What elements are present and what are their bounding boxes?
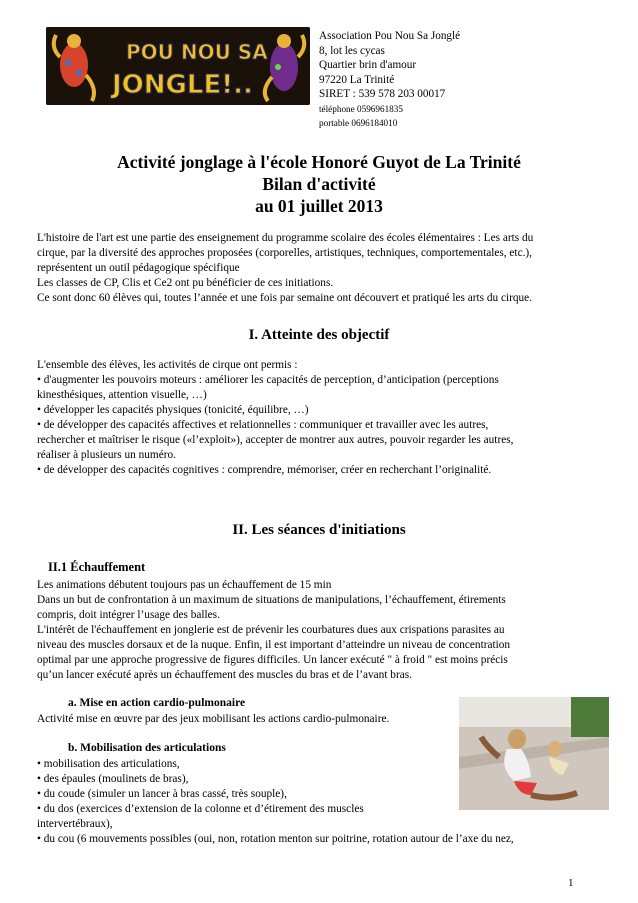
document-title: [0, 151, 638, 217]
section-1-line: • d'augmenter les pouvoirs moteurs : améliorer les capacités de perception, d’anticipation (perceptions: [37, 374, 499, 386]
section-1-line: réaliser à plusieurs un numéro.: [37, 449, 176, 461]
address-line-1: 8, lot les cycas: [319, 44, 385, 57]
list-item: intervertébraux),: [37, 818, 113, 830]
section-1-line: • développer les capacités physiques (tonicité, équilibre, …): [37, 404, 309, 416]
photo-graphic: [459, 697, 609, 810]
warmup-body: [37, 578, 605, 683]
section-1-line: L'ensemble des élèves, les activités de cirque ont permis :: [37, 359, 298, 371]
address-line-2: Quartier brin d'amour: [319, 59, 417, 71]
logo-graphic: [46, 27, 310, 105]
phone: téléphone 0596961835: [319, 103, 403, 114]
intro-line: représentent un outil pédagogique spécifique: [37, 262, 240, 274]
list-item: • du dos (exercices d’extension de la colonne et d’étirement des muscles: [37, 803, 364, 815]
intro-line: cirque, par la diversité des approches proposées (corporelles, artistiques, techniques, comportementales, etc.),: [37, 247, 532, 259]
intro-line: Les classes de CP, Clis et Ce2 ont pu bénéficier de ces initiations.: [37, 277, 334, 289]
section-1-heading: I. Atteinte des objectif: [248, 327, 390, 343]
list-item: • mobilisation des articulations,: [37, 758, 180, 770]
logo-text-line2: JONGLE!..: [112, 70, 253, 100]
section-2-heading: II. Les séances d'initiations: [232, 522, 406, 538]
warmup-line: niveau des muscles dorsaux et de la nuque. Enfin, il est important d’atteindre un niveau de concentration: [37, 639, 511, 651]
list-item: • du cou (6 mouvements possibles (oui, non, rotation menton sur poitrine, rotation autour de l’axe du nez,: [37, 833, 514, 845]
section-1-line: kinesthésiques, attention visuelle, …): [37, 389, 207, 401]
warmup-line: qu’un lancer exécuté après un échauffement des muscles du bras et de l’avant bras.: [37, 669, 412, 681]
subsection-warmup-heading: II.1 Échauffement: [48, 560, 146, 574]
association-logo: [46, 27, 310, 105]
section-1-body: [37, 358, 605, 478]
intro-paragraph: [37, 231, 605, 306]
title-line-2: Bilan d'activité: [262, 174, 376, 194]
warmup-line: optimal par une approche progressive de figures difficiles. Un lancer exécuté " à froid " est moins précis: [37, 654, 508, 666]
contact-block: [319, 29, 579, 130]
siret: SIRET : 539 578 203 00017: [319, 88, 446, 100]
section-1-line: • de développer des capacités cognitives : comprendre, mémoriser, créer en recherchant l’originalité.: [37, 464, 492, 476]
list-item: • du coude (simuler un lancer à bras cassé, très souple),: [37, 788, 287, 800]
intro-line: L'histoire de l'art est une partie des enseignement du programme scolaire des écoles élémentaires : Les arts du: [37, 232, 534, 244]
warmup-line: Les animations débutent toujours pas un échauffement de 15 min: [37, 579, 332, 591]
subsection-b-heading: b. Mobilisation des articulations: [68, 742, 226, 754]
page-number: 1: [568, 877, 574, 889]
subsection-a-heading: a. Mise en action cardio-pulmonaire: [68, 697, 246, 709]
subsection-a-text: Activité mise en œuvre par des jeux mobilisant les actions cardio-pulmonaire.: [37, 713, 390, 725]
logo-text-line1: POU NOU SA: [126, 40, 268, 64]
warmup-line: L'intérêt de l'échauffement en jonglerie est de prévenir les courbatures dues aux crispations parasites au: [37, 624, 505, 636]
address-city: 97220 La Trinité: [319, 73, 395, 86]
section-1-line: • de développer des capacités affectives et relationnelles : communiquer et travailler avec les autres,: [37, 419, 489, 431]
association-name: Association Pou Nou Sa Jonglé: [319, 30, 461, 42]
title-line-1: Activité jonglage à l'école Honoré Guyot de La Trinité: [117, 152, 521, 172]
section-1-line: rechercher et maîtriser le risque («l’exploit»), accepter de montrer aux autres, pouvoir regarder les autres,: [37, 434, 514, 446]
list-item: • des épaules (moulinets de bras),: [37, 773, 189, 785]
warmup-line: Dans un but de confrontation à un maximum de situations de manipulations, l’échauffement, étirements: [37, 594, 506, 606]
warmup-line: compris, doit intégrer l’usage des balles.: [37, 609, 220, 621]
title-line-3: au 01 juillet 2013: [255, 196, 383, 216]
mobile: portable 0696184010: [319, 117, 398, 128]
children-stretching-photo: [459, 697, 609, 810]
intro-line: Ce sont donc 60 élèves qui, toutes l’année et une fois par semaine ont découvert et pratiqué les arts du cirque.: [37, 292, 533, 304]
